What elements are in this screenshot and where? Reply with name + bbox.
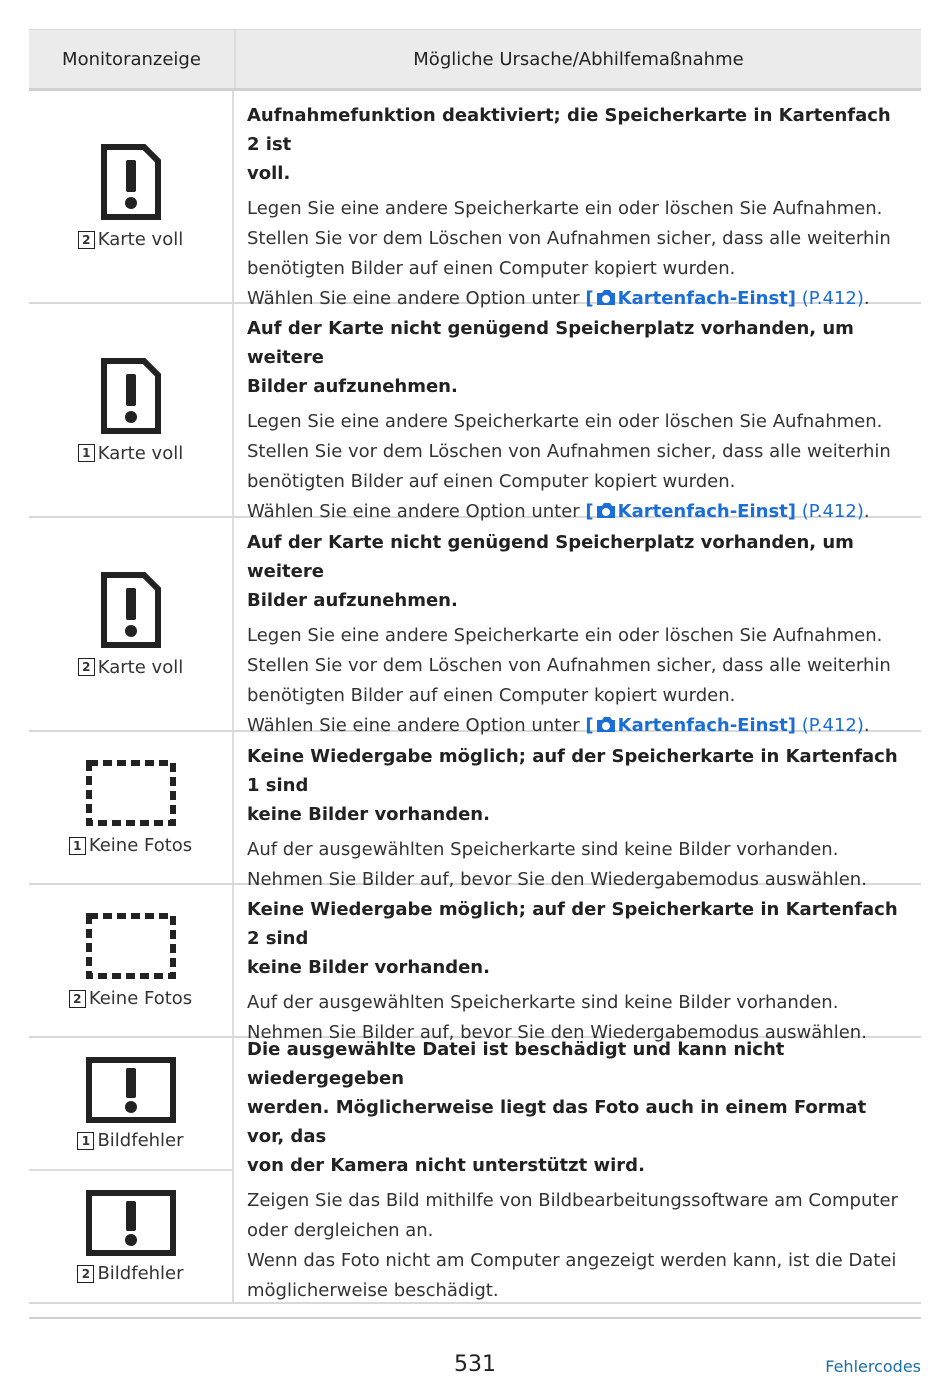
monitor-label: 2 Karte voll — [78, 657, 183, 678]
slot-icon: 1 — [69, 837, 86, 855]
cause-cell — [234, 1038, 921, 1302]
settings-link[interactable]: [ Kartenfach-Einst] — [585, 715, 796, 736]
table-row — [29, 518, 921, 736]
monitor-cell — [29, 304, 234, 516]
table-header — [29, 29, 921, 91]
cause-cell — [234, 304, 921, 522]
card-full-icon — [100, 571, 162, 649]
picture-error-icon — [85, 1189, 177, 1257]
error-table — [29, 29, 921, 1304]
monitor-label: 2 Keine Fotos — [69, 988, 192, 1009]
table-row — [29, 1038, 921, 1304]
cause-title: Keine Wiedergabe möglich; auf der Speicherkarte in Kartenfach 2 sind keine Bilder vorhanden. — [247, 899, 898, 978]
cause-title: Keine Wiedergabe möglich; auf der Speicherkarte in Kartenfach 1 sind keine Bilder vorhanden. — [247, 746, 898, 825]
camera-icon — [595, 715, 617, 733]
monitor-label: 1 Keine Fotos — [69, 835, 192, 856]
footer-divider — [29, 1317, 921, 1319]
monitor-cell — [29, 1038, 234, 1302]
cause-title: Aufnahmefunktion deaktiviert; die Speicherkarte in Kartenfach 2 ist voll. — [247, 105, 891, 184]
cause-cell — [234, 518, 921, 736]
cause-title: Auf der Karte nicht genügend Speicherplatz vorhanden, um weitere Bilder aufzunehmen. — [247, 532, 854, 611]
page-ref-link[interactable]: (P.412) — [801, 501, 864, 522]
table-row — [29, 304, 921, 522]
page-ref-link[interactable]: (P.412) — [801, 288, 864, 309]
monitor-label: 2 Karte voll — [78, 229, 183, 250]
settings-link[interactable]: [ Kartenfach-Einst] — [585, 288, 796, 309]
cause-body: Auf der ausgewählten Speicherkarte sind keine Bilder vorhanden. Nehmen Sie Bilder auf, bevor Sie den Wiedergabemodus auswählen. — [247, 839, 867, 890]
monitor-subcell — [29, 1171, 232, 1302]
monitor-cell — [29, 885, 234, 1036]
page-ref-link[interactable]: (P.412) — [801, 715, 864, 736]
section-link[interactable]: Fehlercodes — [825, 1357, 921, 1376]
monitor-cell — [29, 732, 234, 883]
cause-cell — [234, 732, 921, 890]
settings-link[interactable]: [ Kartenfach-Einst] — [585, 501, 796, 522]
monitor-cell — [29, 91, 234, 302]
card-full-icon — [100, 357, 162, 435]
slot-icon: 2 — [78, 231, 95, 249]
cause-title: Auf der Karte nicht genügend Speicherplatz vorhanden, um weitere Bilder aufzunehmen. — [247, 318, 854, 397]
no-images-icon — [85, 912, 177, 980]
slot-icon: 1 — [77, 1132, 94, 1150]
cause-title: Die ausgewählte Datei ist beschädigt und kann nicht wiedergegeben werden. Möglicherweise liegt das Foto auch in einem Format vor, das von der Kamera nicht unterstützt wird. — [247, 1038, 867, 1176]
cause-cell — [234, 91, 921, 309]
cause-body: Legen Sie eine andere Speicherkarte ein oder löschen Sie Aufnahmen. Stellen Sie vor dem Löschen von Aufnahmen sicher, dass alle weiterhin benötigten Bilder auf einen Computer kopiert wurden. Wählen Sie eine andere Option unter [ Kartenfach-Einst] (P.412). — [247, 625, 891, 736]
table-row — [29, 885, 921, 1043]
camera-icon — [595, 501, 617, 519]
monitor-label: 1 Bildfehler — [77, 1130, 183, 1151]
monitor-subcell — [29, 1038, 232, 1171]
card-full-icon — [100, 143, 162, 221]
header-monitor: Monitoranzeige — [29, 30, 236, 88]
slot-icon: 2 — [78, 658, 95, 676]
cause-body: Auf der ausgewählten Speicherkarte sind keine Bilder vorhanden. Nehmen Sie Bilder auf, bevor Sie den Wiedergabemodus auswählen. — [247, 992, 867, 1043]
cause-body: Legen Sie eine andere Speicherkarte ein oder löschen Sie Aufnahmen. Stellen Sie vor dem Löschen von Aufnahmen sicher, dass alle weiterhin benötigten Bilder auf einen Computer kopiert wurden. Wählen Sie eine andere Option unter [ Kartenfach-Einst] (P.412). — [247, 198, 891, 309]
cause-cell — [234, 885, 921, 1043]
slot-icon: 2 — [77, 1265, 94, 1283]
picture-error-icon — [85, 1056, 177, 1124]
header-cause: Mögliche Ursache/Abhilfemaßnahme — [413, 48, 744, 70]
monitor-label: 1 Karte voll — [78, 443, 183, 464]
table-row — [29, 732, 921, 890]
no-images-icon — [85, 759, 177, 827]
monitor-label: 2 Bildfehler — [77, 1263, 183, 1284]
cause-body: Zeigen Sie das Bild mithilfe von Bildbearbeitungssoftware am Computer oder dergleichen an. Wenn das Foto nicht am Computer angezeigt werden kann, ist die Datei möglicherweise beschädigt. — [247, 1189, 898, 1301]
table-row — [29, 91, 921, 309]
slot-icon: 2 — [69, 990, 86, 1008]
cause-body: Legen Sie eine andere Speicherkarte ein oder löschen Sie Aufnahmen. Stellen Sie vor dem Löschen von Aufnahmen sicher, dass alle weiterhin benötigten Bilder auf einen Computer kopiert wurden. Wählen Sie eine andere Option unter [ Kartenfach-Einst] (P.412). — [247, 411, 891, 522]
page-number: 531 — [454, 1352, 496, 1377]
slot-icon: 1 — [78, 444, 95, 462]
monitor-cell — [29, 518, 234, 730]
